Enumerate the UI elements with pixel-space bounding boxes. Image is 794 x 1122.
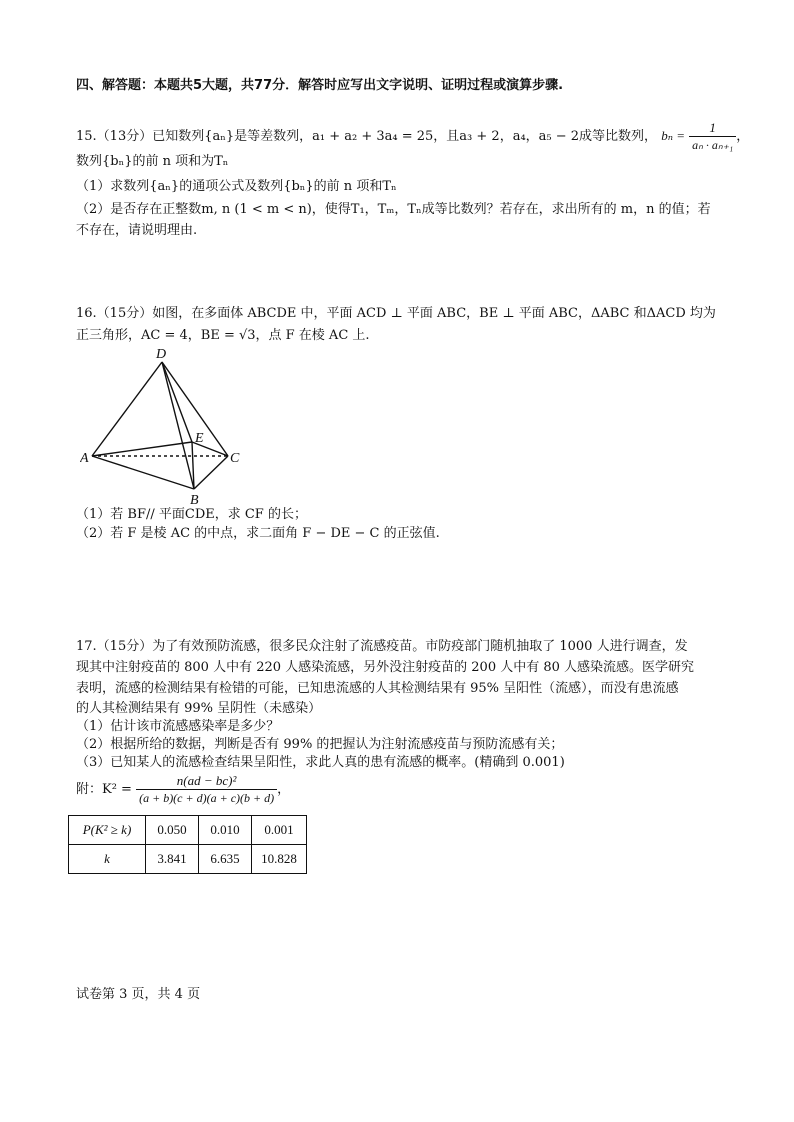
q15-bn-tail: ， [736,129,750,144]
table-row [69,816,307,845]
q16-part2: （2）若 F 是棱 AC 的中点，求二面角 F − DE − C 的正弦值. [76,526,440,541]
q15-bn-denominator: aₙ · aₙ₊₁ [692,138,734,152]
edge-DE [162,362,192,442]
edge-DB [162,362,194,489]
polyhedron-figure [80,344,250,509]
q17-part2: （2）根据所给的数据，判断是否有 99% 的把握认为注射流感疫苗与预防流感有关； [76,737,564,752]
table-cell: 10.828 [252,845,307,874]
edge-DA [92,362,162,456]
q15-part2b: 不存在，请说明理由. [76,223,198,238]
table-cell: 6.635 [199,845,252,874]
q15-line1-b: {aₙ}是等差数列，a₁ + a₂ + 3a₄ = 25，且a₃ + 2，a₄，a₅ − 2成等比数列， [204,129,658,144]
q17-line3: 表明，流感的检测结果有检错的可能，已知患流感的人其检测结果有 95% 呈阳性（流感），而没有患流感 [76,681,679,696]
table-cell: 0.050 [146,816,199,845]
edge-AE [92,442,192,456]
table-cell-head: P(K² ≥ k) [69,816,146,845]
q15-bn-fraction [689,120,736,153]
label-C: C [230,451,240,466]
label-E: E [195,431,204,446]
table-cell: 0.001 [252,816,307,845]
k2-tail: ， [277,782,291,797]
q16-line1: 16.（15分）如图，在多面体 ABCDE 中，平面 ACD ⊥ 平面 ABC，BE ⊥ 平面 ABC，ΔABC 和ΔACD 均为 [76,306,716,321]
q15-line1-a: 15.（13分）已知数列 [76,129,205,144]
page-footer: 试卷第 3 页，共 4 页 [76,987,201,1002]
label-A: A [80,451,89,466]
q17-part1: （1）估计该市流感感染率是多少？ [76,719,280,734]
k2-denominator: (a + b)(c + d)(a + c)(b + d) [139,791,275,805]
q16-line2: 正三角形，AC = 4，BE = √3，点 F 在棱 AC 上. [76,328,370,343]
q17-line2: 现其中注射疫苗的 800 人中有 220 人感染流感，另外没注射疫苗的 200 人中有 80 人感染流感。医学研究 [76,660,695,675]
edge-BC [194,456,228,489]
q17-line4: 的人其检测结果有 99% 呈阴性（未感染） [76,701,322,716]
q15-part2a: （2）是否存在正整数m, n (1 < m < n)，使得T₁，Tₘ，Tₙ成等比数列？若存在，求出所有的 m，n 的值；若 [76,202,711,217]
appendix-label: 附：K² = [76,782,132,797]
q17-part3: （3）已知某人的流感检查结果呈阳性，求此人真的患有流感的概率。(精确到 0.001) [76,755,565,770]
table-row [69,845,307,874]
q15-part1: （1）求数列{aₙ}的通项公式及数列{bₙ}的前 n 项和Tₙ [76,179,397,194]
chi-square-table [68,815,307,874]
q15-bn-lhs: bₙ = [661,128,685,143]
section-heading: 四、解答题：本题共5大题，共77分．解答时应写出文字说明、证明过程或演算步骤. [76,78,564,93]
q17-line1: 17.（15分）为了有效预防流感，很多民众注射了流感疫苗。市防疫部门随机抽取了 1000 人进行调查，发 [76,639,688,654]
label-B: B [190,493,199,508]
table-cell-head: k [69,845,146,874]
q15-line1 [76,120,749,153]
k2-numerator: n(ad − bc)² [136,773,277,790]
label-D: D [156,347,167,362]
table-cell: 0.010 [199,816,252,845]
q16-part1: （1）若 BF// 平面CDE，求 CF 的长； [76,507,307,522]
edge-AB [92,456,194,489]
q15-bn-numerator: 1 [689,120,736,137]
k2-fraction [136,773,277,806]
q15-line2: 数列{bₙ}的前 n 项和为Tₙ [76,154,229,169]
table-cell: 3.841 [146,845,199,874]
q17-appendix-formula [76,773,290,806]
